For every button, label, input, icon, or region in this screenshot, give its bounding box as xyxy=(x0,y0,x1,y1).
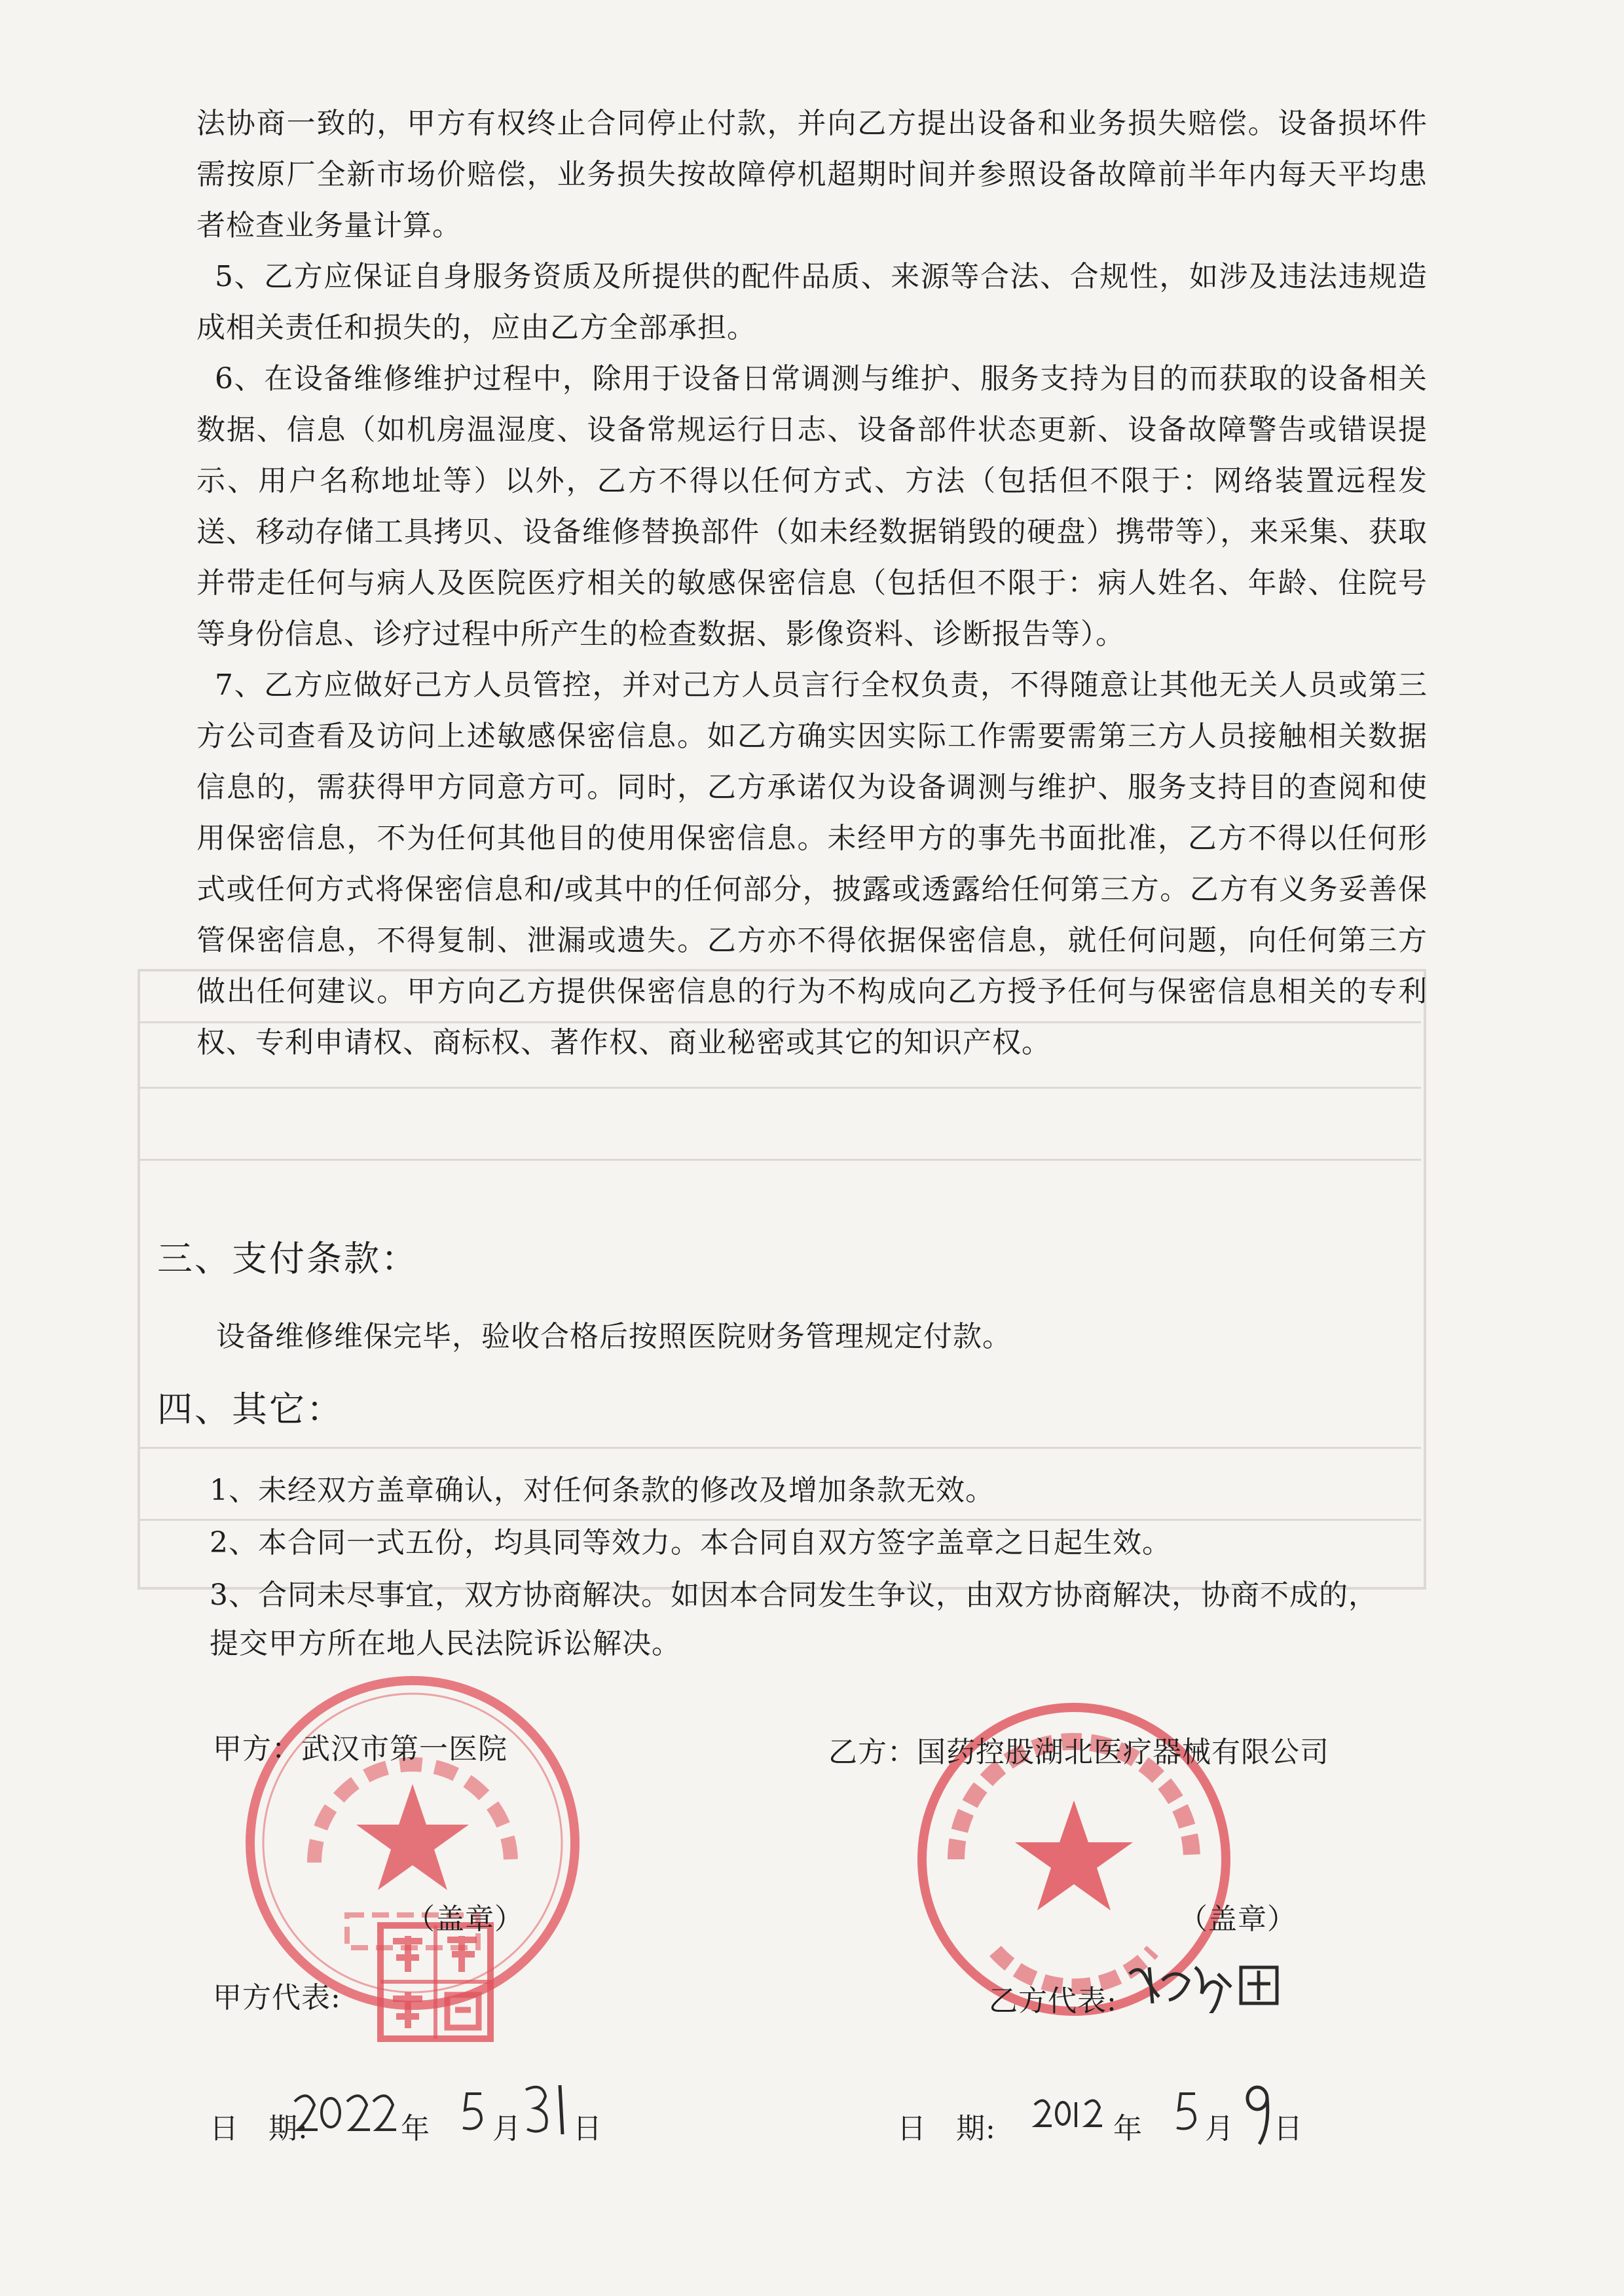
date-a-label: 日 期: xyxy=(210,2112,308,2145)
clause-6: 6、在设备维修维护过程中，除用于设备日常调测与维护、服务支持为目的而获取的设备相关数据、信息（如机房温湿度、设备常规运行日志、设备部件状态更新、设备故障警告或错误提示、用户名称地址等）以外，乙方不得以任何方式、方法（包括但不限于：网络装置远程发送、移动存储工具拷贝、设备维修替换部件（如未经数据销毁的硬盘）携带等），来采集、获取并带走任何与病人及医院医疗相关的敏感保密信息（包括但不限于：病人姓名、年龄、住院号等身份信息、诊疗过程中所产生的检查数据、影像资料、诊断报告等）。 xyxy=(196,362,1428,651)
rep-a-label: 甲方代表: xyxy=(213,1981,341,2014)
date-a-day-handwritten xyxy=(521,2082,580,2138)
date-a-year-handwritten xyxy=(288,2085,399,2134)
section-4-item: 1、未经双方盖章确认，对任何条款的修改及增加条款无效。 xyxy=(210,1474,995,1507)
date-a-month-handwritten xyxy=(458,2088,491,2134)
party-a-label: 甲方：武汉市第一医院 xyxy=(213,1732,507,1766)
date-b-month-handwritten xyxy=(1172,2088,1205,2134)
show-through-rule xyxy=(138,1159,1421,1161)
section-4-item: 2、本合同一式五份，均具同等效力。本合同自双方签字盖章之日起生效。 xyxy=(210,1526,1172,1559)
date-a-day-char: 日 xyxy=(573,2112,602,2145)
section-4-item: 3、合同未尽事宜，双方协商解决。如因本合同发生争议，由双方协商解决，协商不成的，提交甲方所在地人民法院诉讼解决。 xyxy=(210,1578,1378,1660)
show-through-rule xyxy=(138,1447,1421,1449)
date-b-month-char: 月 xyxy=(1205,2112,1234,2145)
rep-b-signature xyxy=(1123,1954,1293,2013)
clause-5: 5、乙方应保证自身服务资质及所提供的配件品质、来源等合法、合规性，如涉及违法违规造成相关责任和损失的，应由乙方全部承担。 xyxy=(196,260,1428,344)
date-b-year-char: 年 xyxy=(1113,2112,1143,2145)
rep-b-label: 乙方代表: xyxy=(989,1984,1117,2018)
date-a-month-char: 月 xyxy=(492,2112,522,2145)
seal-note-b: （盖章） xyxy=(1179,1903,1297,1936)
section-4-title: 四、其它： xyxy=(157,1389,344,1430)
date-b-day-char: 日 xyxy=(1274,2112,1303,2145)
party-b-label: 乙方：国药控股湖北医疗器械有限公司 xyxy=(828,1736,1329,1769)
clause-continued: 法协商一致的，甲方有权终止合同停止付款，并向乙方提出设备和业务损失赔偿。设备损坏件需按原厂全新市场价赔偿，业务损失按故障停机超期时间并参照设备故障前半年内每天平均患者检查业务量计算。 xyxy=(196,107,1428,242)
clause-7: 7、乙方应做好己方人员管控，并对己方人员言行全权负责，不得随意让其他无关人员或第三方公司查看及访问上述敏感保密信息。如乙方确实因实际工作需要需第三方人员接触相关数据信息的，需获得甲方同意方可。同时，乙方承诺仅为设备调测与维护、服务支持目的查阅和使用保密信息，不为任何其他目的使用保密信息。未经甲方的事先书面批准，乙方不得以任何形式或任何方式将保密信息和/或其中的任何部分，披露或透露给任何第三方。乙方有义务妥善保管保密信息，不得复制、泄漏或遗失。乙方亦不得依据保密信息，就任何问题，向任何第三方做出任何建议。甲方向乙方提供保密信息的行为不构成向乙方授予任何与保密信息相关的专利权、专利申请权、商标权、著作权、商业秘密或其它的知识产权。 xyxy=(196,668,1428,1059)
section-3-body: 设备维修维保完毕，验收合格后按照医院财务管理规定付款。 xyxy=(216,1320,1012,1353)
date-b-year-handwritten xyxy=(1031,2092,1110,2131)
date-b-label: 日 期: xyxy=(897,2112,996,2145)
personal-seal xyxy=(377,1922,494,2043)
show-through-rule xyxy=(138,1087,1421,1089)
section-3-title: 三、支付条款： xyxy=(157,1238,418,1279)
date-a-year-char: 年 xyxy=(401,2112,430,2145)
seal-note-a: （盖章） xyxy=(406,1903,524,1936)
clause-block xyxy=(196,98,1428,1068)
date-b-day-handwritten xyxy=(1241,2082,1274,2147)
